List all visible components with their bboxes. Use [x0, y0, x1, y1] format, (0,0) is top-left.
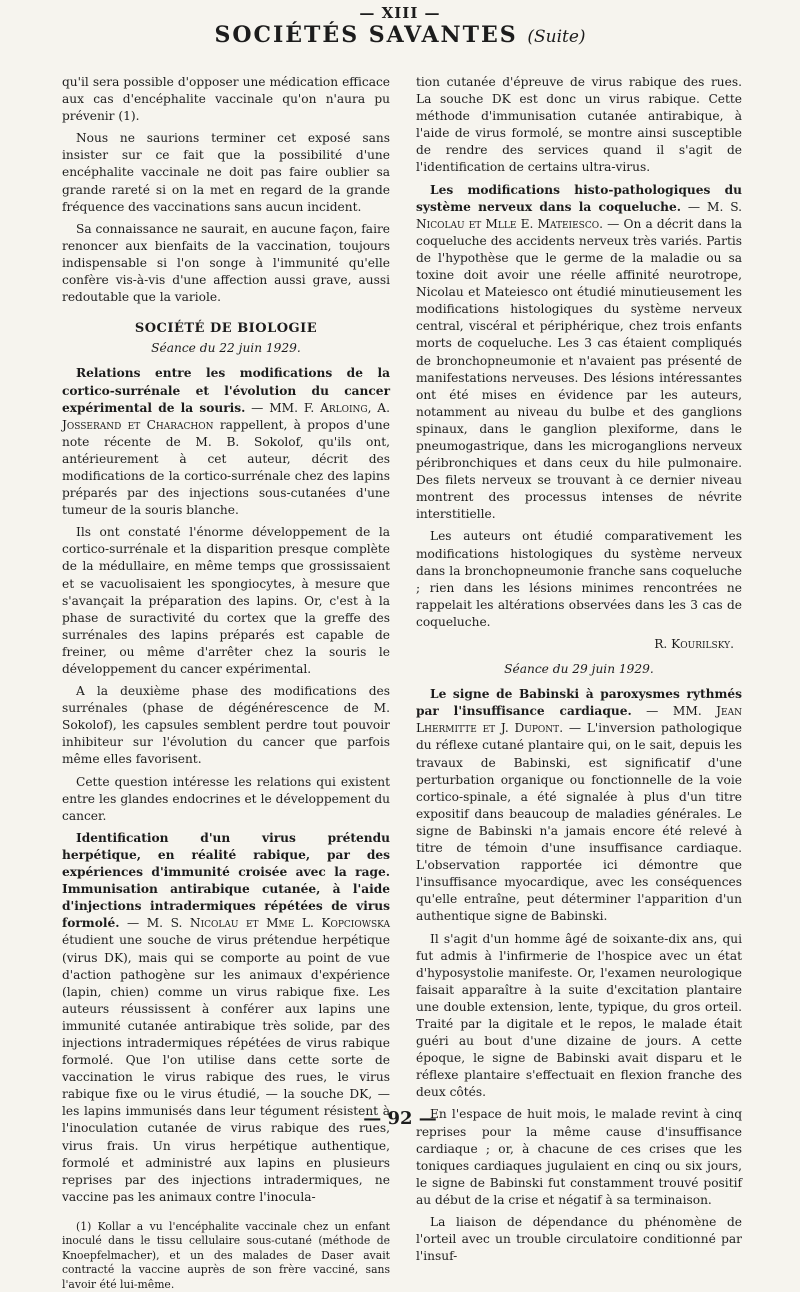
footnote: (1) Kollar a vu l'encéphalite vaccinale chez un enfant inoculé dans le tissu cellulaire sous-cutané (méthode de Knoepfelmacher), et un des malades de Daser avait contracté la vaccine auprès de son frère vacciné, sans l'avoir été lui-même.	[62, 1219, 390, 1291]
article-entry: Les modifications histo-pathologiques du système nerveux dans la coqueluche. — M. S. Nicolau et Mlle E. Mateiesco. — On a décrit dans la coqueluche des accidents nerveux très variés. Partis de l'hypothèse que le germe de la maladie ou sa toxine doit avoir une réelle affinité neurotrope, Nicolau et Mateiesco ont étudié minutieusement les modifications histologiques du système nerveux central, viscéral et périphérique, chez trois enfants morts de coqueluche. Les 3 cas étaient compliqués de bronchopneumonie et n'avaient pas présenté de manifestations nerveuses. Des lésions intéressantes ont été mises en évidence par les auteurs, notamment au niveau du bulbe et des ganglions spinaux, dans le ganglion plexiforme, dans le pneumogastrique, dans les microganglions nerveux péribronchiques et dans ceux du hile pulmonaire. Des filets nerveux se trouvant à ce dernier niveau montrent des processus intenses de névrite interstitielle.	[416, 182, 742, 522]
header-suite: (Suite)	[527, 27, 586, 47]
article-title: Le signe de Babinski à paroxysmes rythmés par l'insuffisance cardiaque.	[416, 687, 742, 719]
page-number: — 92 —	[363, 1108, 437, 1129]
paragraph: Il s'agit d'un homme âgé de soixante-dix ans, qui fut admis à l'infirmerie de l'hospice avec un état d'hyposystolie manifeste. Or, l'examen neurologique faisait apparaître à la suite d'excitation plantaire une double extension, lente, typique, du gros orteil. Traité par la digitale et le repos, le malade était guéri au bout d'une dizaine de jours. A cette époque, le signe de Babinski avait disparu et le réflexe plantaire s'effectuait en flexion franche des deux côtés.	[416, 931, 742, 1100]
paragraph: Cette question intéresse les relations qui existent entre les glandes endocrines et le développement du cancer.	[62, 774, 390, 823]
article-title: Les modifications histo-pathologiques du système nerveux dans la coqueluche.	[416, 182, 742, 214]
roman-page-number: — XIII —	[359, 4, 441, 22]
paragraph: Sa connaissance ne saurait, en aucune façon, faire renoncer aux bienfaits de la vaccination, toujours indispensable si l'on songe à l'immunité qu'elle confère vis-à-vis d'une affection aussi grave, aussi redoutable que la variole.	[62, 221, 390, 305]
article-authors: MM. Jean Lhermitte et J. Dupont.	[416, 704, 742, 736]
paragraph: qu'il sera possible d'opposer une médication efficace aux cas d'encéphalite vaccinale qu'on n'aura pu prévenir (1).	[62, 75, 390, 124]
paragraph: Ils ont constaté l'énorme développement de la cortico-surrénale et la disparition presque complète de la médullaire, en même temps que grossissaient et se vacuolisaient les spongiocytes, à mesure que s'avançait la préparation des lapins. Or, c'est à la phase de suractivité du cortex que la greffe des surrénales des lapins préparés est capable de freiner, ou même d'arrêter chez la souris le développement du cancer expérimental.	[62, 525, 390, 676]
article-entry: Le signe de Babinski à paroxysmes rythmés par l'insuffisance cardiaque. — MM. Jean Lhermitte et J. Dupont. — L'inversion pathologique du réflexe cutané plantaire qui, on le sait, depuis les travaux de Babinski, est significatif d'une perturbation organique ou fonctionnelle de la voie cortico-spinale, a été signalée à plus d'un titre expositif dans beaucoup de maladies générales. Le signe de Babinski n'a jamais encore été relevé à titre de témoin d'une insuffisance cardiaque. L'observation rapportée ici démontre que l'insuffisance myocardique, avec les conséquences qu'elle entraîne, peut déterminer l'apparition d'un authentique signe de Babinski.	[416, 687, 742, 924]
paragraph: Les auteurs ont étudié comparativement les modifications histologiques du système nerveux dans la bronchopneumonie franche sans coqueluche ; rien dans les lésions minimes rencontrées ne rappelait les altérations observées dans les 3 cas de coqueluche.	[416, 529, 742, 629]
article-body: On a décrit dans la coqueluche des accidents nerveux très variés. Partis de l'hypothèse que le germe de la maladie ou sa toxine doit avoir une réelle affinité neurotrope, Nicolau et Mateiesco ont étudié minutieusement les modifications histologiques du système nerveux central, viscéral et périphérique, chez trois enfants morts de coqueluche. Les 3 cas étaient compliqués de bronchopneumonie et n'avaient pas présenté de manifestations nerveuses. Des lésions intéressantes ont été mises en évidence par les auteurs, notamment au niveau du bulbe et des ganglions spinaux, dans le ganglion plexiforme, dans le pneumogastrique, dans les microganglions nerveux péribronchiques et dans ceux du hile pulmonaire. Des filets nerveux se trouvant à ce dernier niveau montrent des processus intenses de névrite interstitielle.	[416, 216, 742, 522]
article-authors: MM. F. Arloing, A. Josserand et Charachon	[62, 400, 390, 432]
section-title: SOCIÉTÉ DE BIOLOGIE	[134, 321, 318, 337]
article-title: Identification d'un virus prétendu herpétique, en réalité rabique, par des expériences d'immunité croisée avec la rage. Immunisation antirabique cutanée, à l'aide d'injections intradermiques répétées de virus formolé.	[62, 830, 390, 931]
article-authors: M. S. Nicolau et Mme L. Kopciowska	[146, 916, 390, 931]
article-body: L'inversion pathologique du réflexe cutané plantaire qui, on le sait, depuis les travaux de Babinski, est significatif d'une perturbation organique ou fonctionnelle de la voie cortico-spinale, a été signalée à plus d'un titre expositif dans beaucoup de maladies générales. Le signe de Babinski n'a jamais encore été relevé à titre de témoin d'une insuffisance cardiaque. L'observation rapportée ici démontre que l'insuffisance myocardique, avec les conséquences qu'elle entraîne, peut déterminer l'apparition d'un authentique signe de Babinski.	[416, 721, 742, 924]
article-entry: Relations entre les modifications de la cortico-surrénale et l'évolution du cancer expérimental de la souris. — MM. F. Arloing, A. Josserand et Charachon rappellent, à propos d'une note récente de M. B. Sokolof, qu'ils ont, antérieurement à cet auteur, décrit des modifications de la cortico-surrénale chez des lapins préparés par des injections sous-cutanées d'une tumeur de la souris blanche.	[62, 366, 390, 518]
article-title: Relations entre les modifications de la cortico-surrénale et l'évolution du cancer expérimental de la souris.	[62, 366, 390, 415]
article-body: rappellent, à propos d'une note récente de M. B. Sokolof, qu'ils ont, antérieurement à cet auteur, décrit des modifications de la cortico-surrénale chez des lapins préparés par des injections sous-cutanées d'une tumeur de la souris blanche.	[62, 417, 390, 518]
signature: R. Kourilsky.	[654, 637, 734, 651]
paragraph: A la deuxième phase des modifications des surrénales (phase de dégénérescence de M. Sokolof), les capsules semblent perdre tout pouvoir inhibiteur sur l'évolution du cancer que parfois même elles favorisent.	[62, 684, 390, 767]
paragraph: En l'espace de huit mois, le malade revint à cinq reprises pour la même cause d'insuffisance cardiaque ; or, à chacune de ces crises que les toniques cardiaques jugulaient en cinq ou six jours, le signe de Babinski fut constamment trouvé positif au début de la crise et négatif à sa terminaison.	[416, 1107, 742, 1207]
right-column	[416, 74, 742, 1270]
session-date: Séance du 29 juin 1929.	[504, 662, 654, 677]
header-title: SOCIÉTÉS SAVANTES	[214, 22, 518, 48]
paragraph: tion cutanée d'épreuve de virus rabique des rues. La souche DK est donc un virus rabique. Cette méthode d'immunisation cutanée antirabique, à l'aide de virus formolé, se montre ainsi susceptible de rendre des services quand il s'agit de l'identification de certains ultra-virus.	[416, 75, 742, 175]
session-date: Séance du 22 juin 1929.	[151, 341, 301, 356]
paragraph: Nous ne saurions terminer cet exposé sans insister sur ce fait que la possibilité d'une encéphalite vaccinale ne doit pas faire oublier sa grande rareté si on la met en regard de la grande fréquence des vaccinations sans aucun incident.	[62, 131, 390, 214]
paragraph: La liaison de dépendance du phénomène de l'orteil avec un trouble circulatoire conditionné par l'insuf-	[416, 1215, 742, 1264]
article-authors: M. S. Nicolau et Mlle E. Mateiesco.	[416, 199, 742, 231]
article-body: étudient une souche de virus prétendue herpétique (virus DK), mais qui se comporte au point de vue d'action pathogène sur les animaux d'expérience (lapin, chien) comme un virus rabique fixe. Les auteurs réussissent à conférer aux lapins une immunité cutanée antirabique très solide, par des injections intradermiques répétées de virus rabique formolé. Que l'on utilise dans cette sorte de vaccination le virus rabique des rues, le virus rabique fixe ou le virus étudié, — la souche DK, — les lapins immunisés dans leur tégument résistent à l'inoculation cutanée de virus rabique des rues, virus frais. Un virus herpétique authentique, formolé et administré aux lapins en plusieurs reprises par des injections intradermiques, ne vaccine pas les animaux contre l'inocula-	[62, 933, 390, 1204]
article-entry: Identification d'un virus prétendu herpétique, en réalité rabique, par des expériences d'immunité croisée avec la rage. Immunisation antirabique cutanée, à l'aide d'injections intradermiques répétées de virus formolé. — M. S. Nicolau et Mme L. Kopciowska étudient une souche de virus prétendue herpétique (virus DK), mais qui se comporte au point de vue d'action pathogène sur les animaux d'expérience (lapin, chien) comme un virus rabique fixe. Les auteurs réussissent à conférer aux lapins une immunité cutanée antirabique très solide, par des injections intradermiques répétées de virus rabique formolé. Que l'on utilise dans cette sorte de vaccination le virus rabique des rues, le virus rabique fixe ou le virus étudié, — la souche DK, — les lapins immunisés dans leur tégument résistent à l'inoculation cutanée de virus rabique des rues, virus frais. Un virus herpétique authentique, formolé et administré aux lapins en plusieurs reprises par des injections intradermiques, ne vaccine pas les animaux contre l'inocula-	[62, 830, 390, 1204]
page-header	[0, 22, 800, 48]
